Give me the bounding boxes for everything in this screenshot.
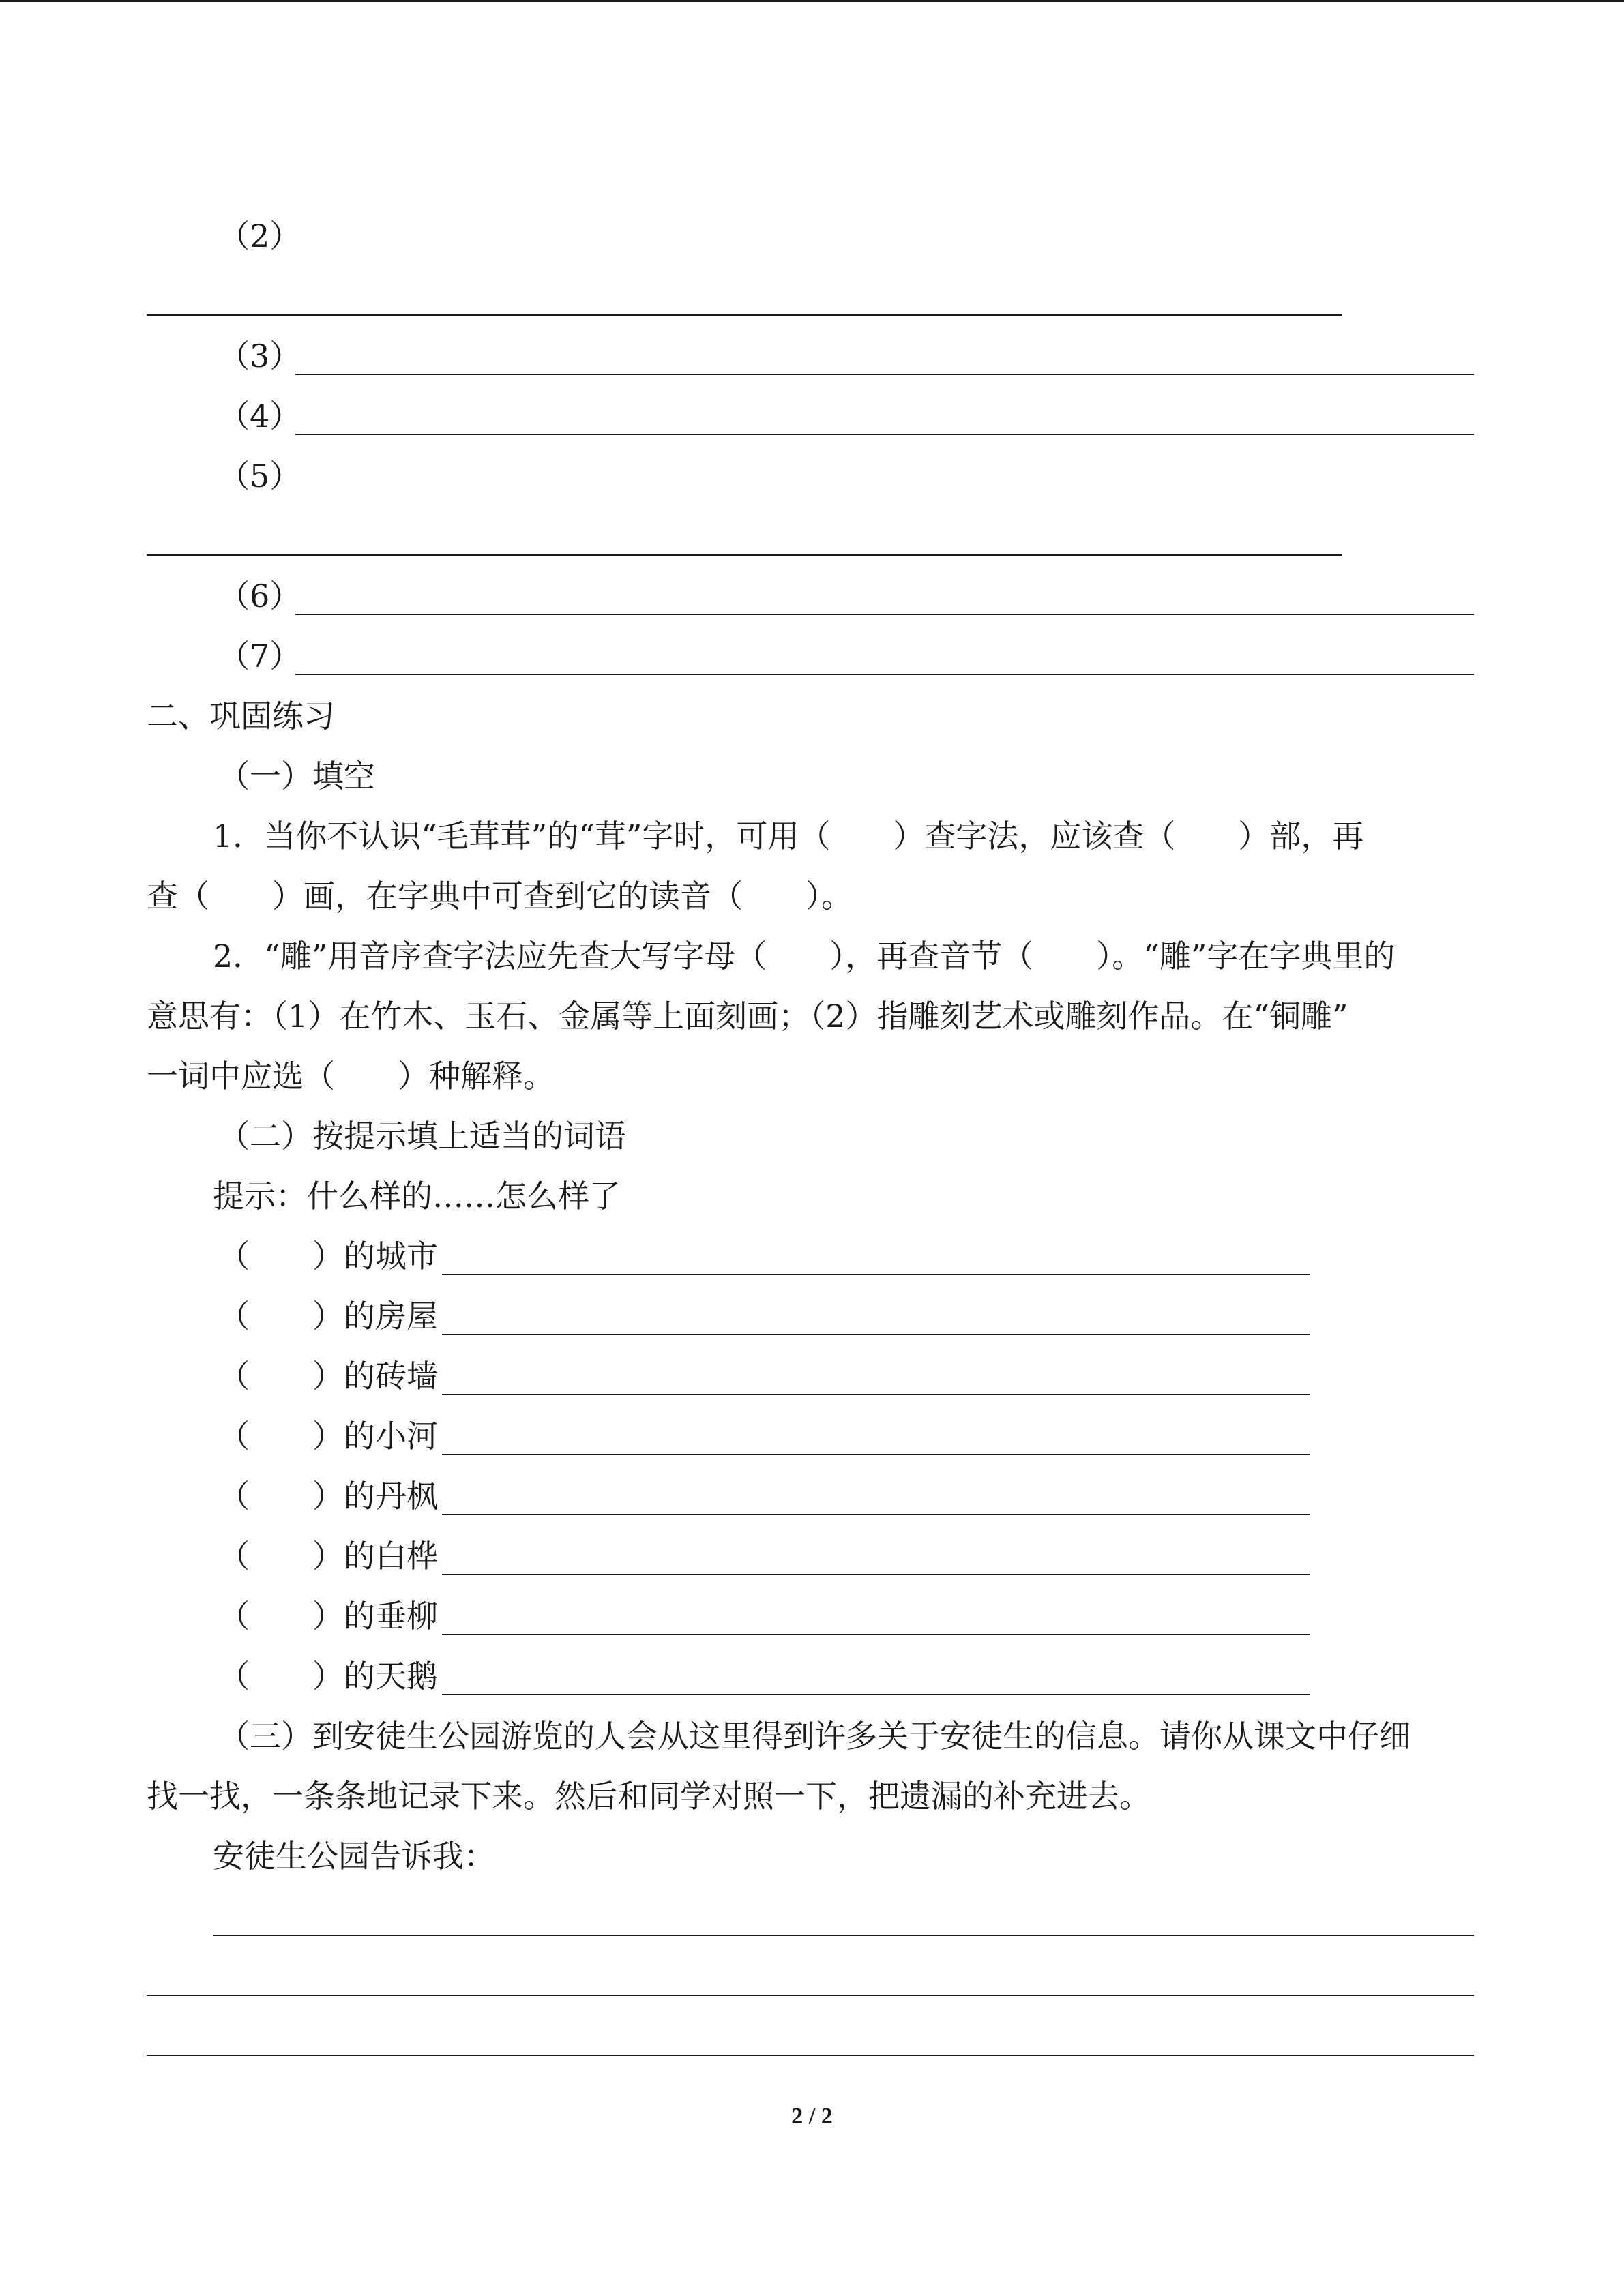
hint-text: 提示：什么样的……怎么样了 <box>213 1178 621 1214</box>
word-item: （ ）的天鹅 <box>218 1658 438 1695</box>
record-answer-line[interactable] <box>147 2055 1474 2056</box>
subsection-heading-fill: （一）填空 <box>218 758 375 794</box>
subsection-3-line-1: （三）到安徒生公园游览的人会从这里得到许多关于安徒生的信息。请你从课文中仔细 <box>218 1718 1411 1755</box>
word-item: （ ）的城市 <box>218 1238 438 1274</box>
word-item: （ ）的白桦 <box>218 1538 438 1575</box>
answer-line-4[interactable] <box>295 434 1474 435</box>
word-answer-line[interactable] <box>442 1694 1310 1695</box>
word-answer-line[interactable] <box>442 1274 1310 1275</box>
answer-line-6[interactable] <box>295 614 1474 615</box>
word-answer-line[interactable] <box>442 1334 1310 1335</box>
answer-line-3[interactable] <box>295 374 1474 375</box>
answer-line-7[interactable] <box>295 674 1474 675</box>
subsection-3-prompt: 安徒生公园告诉我： <box>213 1838 495 1875</box>
answer-label-3: （3） <box>218 338 301 374</box>
word-item: （ ）的垂柳 <box>218 1598 438 1635</box>
question-1-line-1: 1．当你不认识“毛茸茸”的“茸”字时，可用（ ）查字法，应该查（ ）部，再 <box>213 818 1364 854</box>
section-heading: 二、巩固练习 <box>147 698 335 734</box>
word-answer-line[interactable] <box>442 1454 1310 1455</box>
answer-label-6: （6） <box>218 578 301 614</box>
word-answer-line[interactable] <box>442 1394 1310 1395</box>
word-item: （ ）的丹枫 <box>218 1478 438 1515</box>
word-item: （ ）的砖墙 <box>218 1358 438 1395</box>
word-item: （ ）的小河 <box>218 1418 438 1455</box>
answer-line-5[interactable] <box>147 554 1342 556</box>
question-2-line-3: 一词中应选（ ）种解释。 <box>147 1058 555 1094</box>
page-number: 2 / 2 <box>791 2104 833 2129</box>
answer-label-5: （5） <box>218 458 301 494</box>
record-answer-line[interactable] <box>147 1995 1474 1996</box>
word-answer-line[interactable] <box>442 1574 1310 1575</box>
record-answer-line[interactable] <box>213 1935 1474 1936</box>
subsection-heading-words: （二）按提示填上适当的词语 <box>218 1118 626 1154</box>
answer-line-2[interactable] <box>147 314 1342 316</box>
word-answer-line[interactable] <box>442 1514 1310 1515</box>
answer-label-2: （2） <box>218 218 301 254</box>
word-item: （ ）的房屋 <box>218 1298 438 1335</box>
question-1-line-2: 查（ ）画，在字典中可查到它的读音（ ）。 <box>147 878 853 914</box>
subsection-3-line-2: 找一找，一条条地记录下来。然后和同学对照一下，把遗漏的补充进去。 <box>147 1778 1151 1815</box>
question-2-line-1: 2．“雕”用音序查字法应先查大写字母（ ），再查音节（ ）。“雕”字在字典里的 <box>213 938 1396 974</box>
question-2-line-2: 意思有：（1）在竹木、玉石、金属等上面刻画；（2）指雕刻艺术或雕刻作品。在“铜雕” <box>147 998 1348 1034</box>
answer-label-7: （7） <box>218 638 301 674</box>
answer-label-4: （4） <box>218 398 301 434</box>
word-answer-line[interactable] <box>442 1634 1310 1635</box>
